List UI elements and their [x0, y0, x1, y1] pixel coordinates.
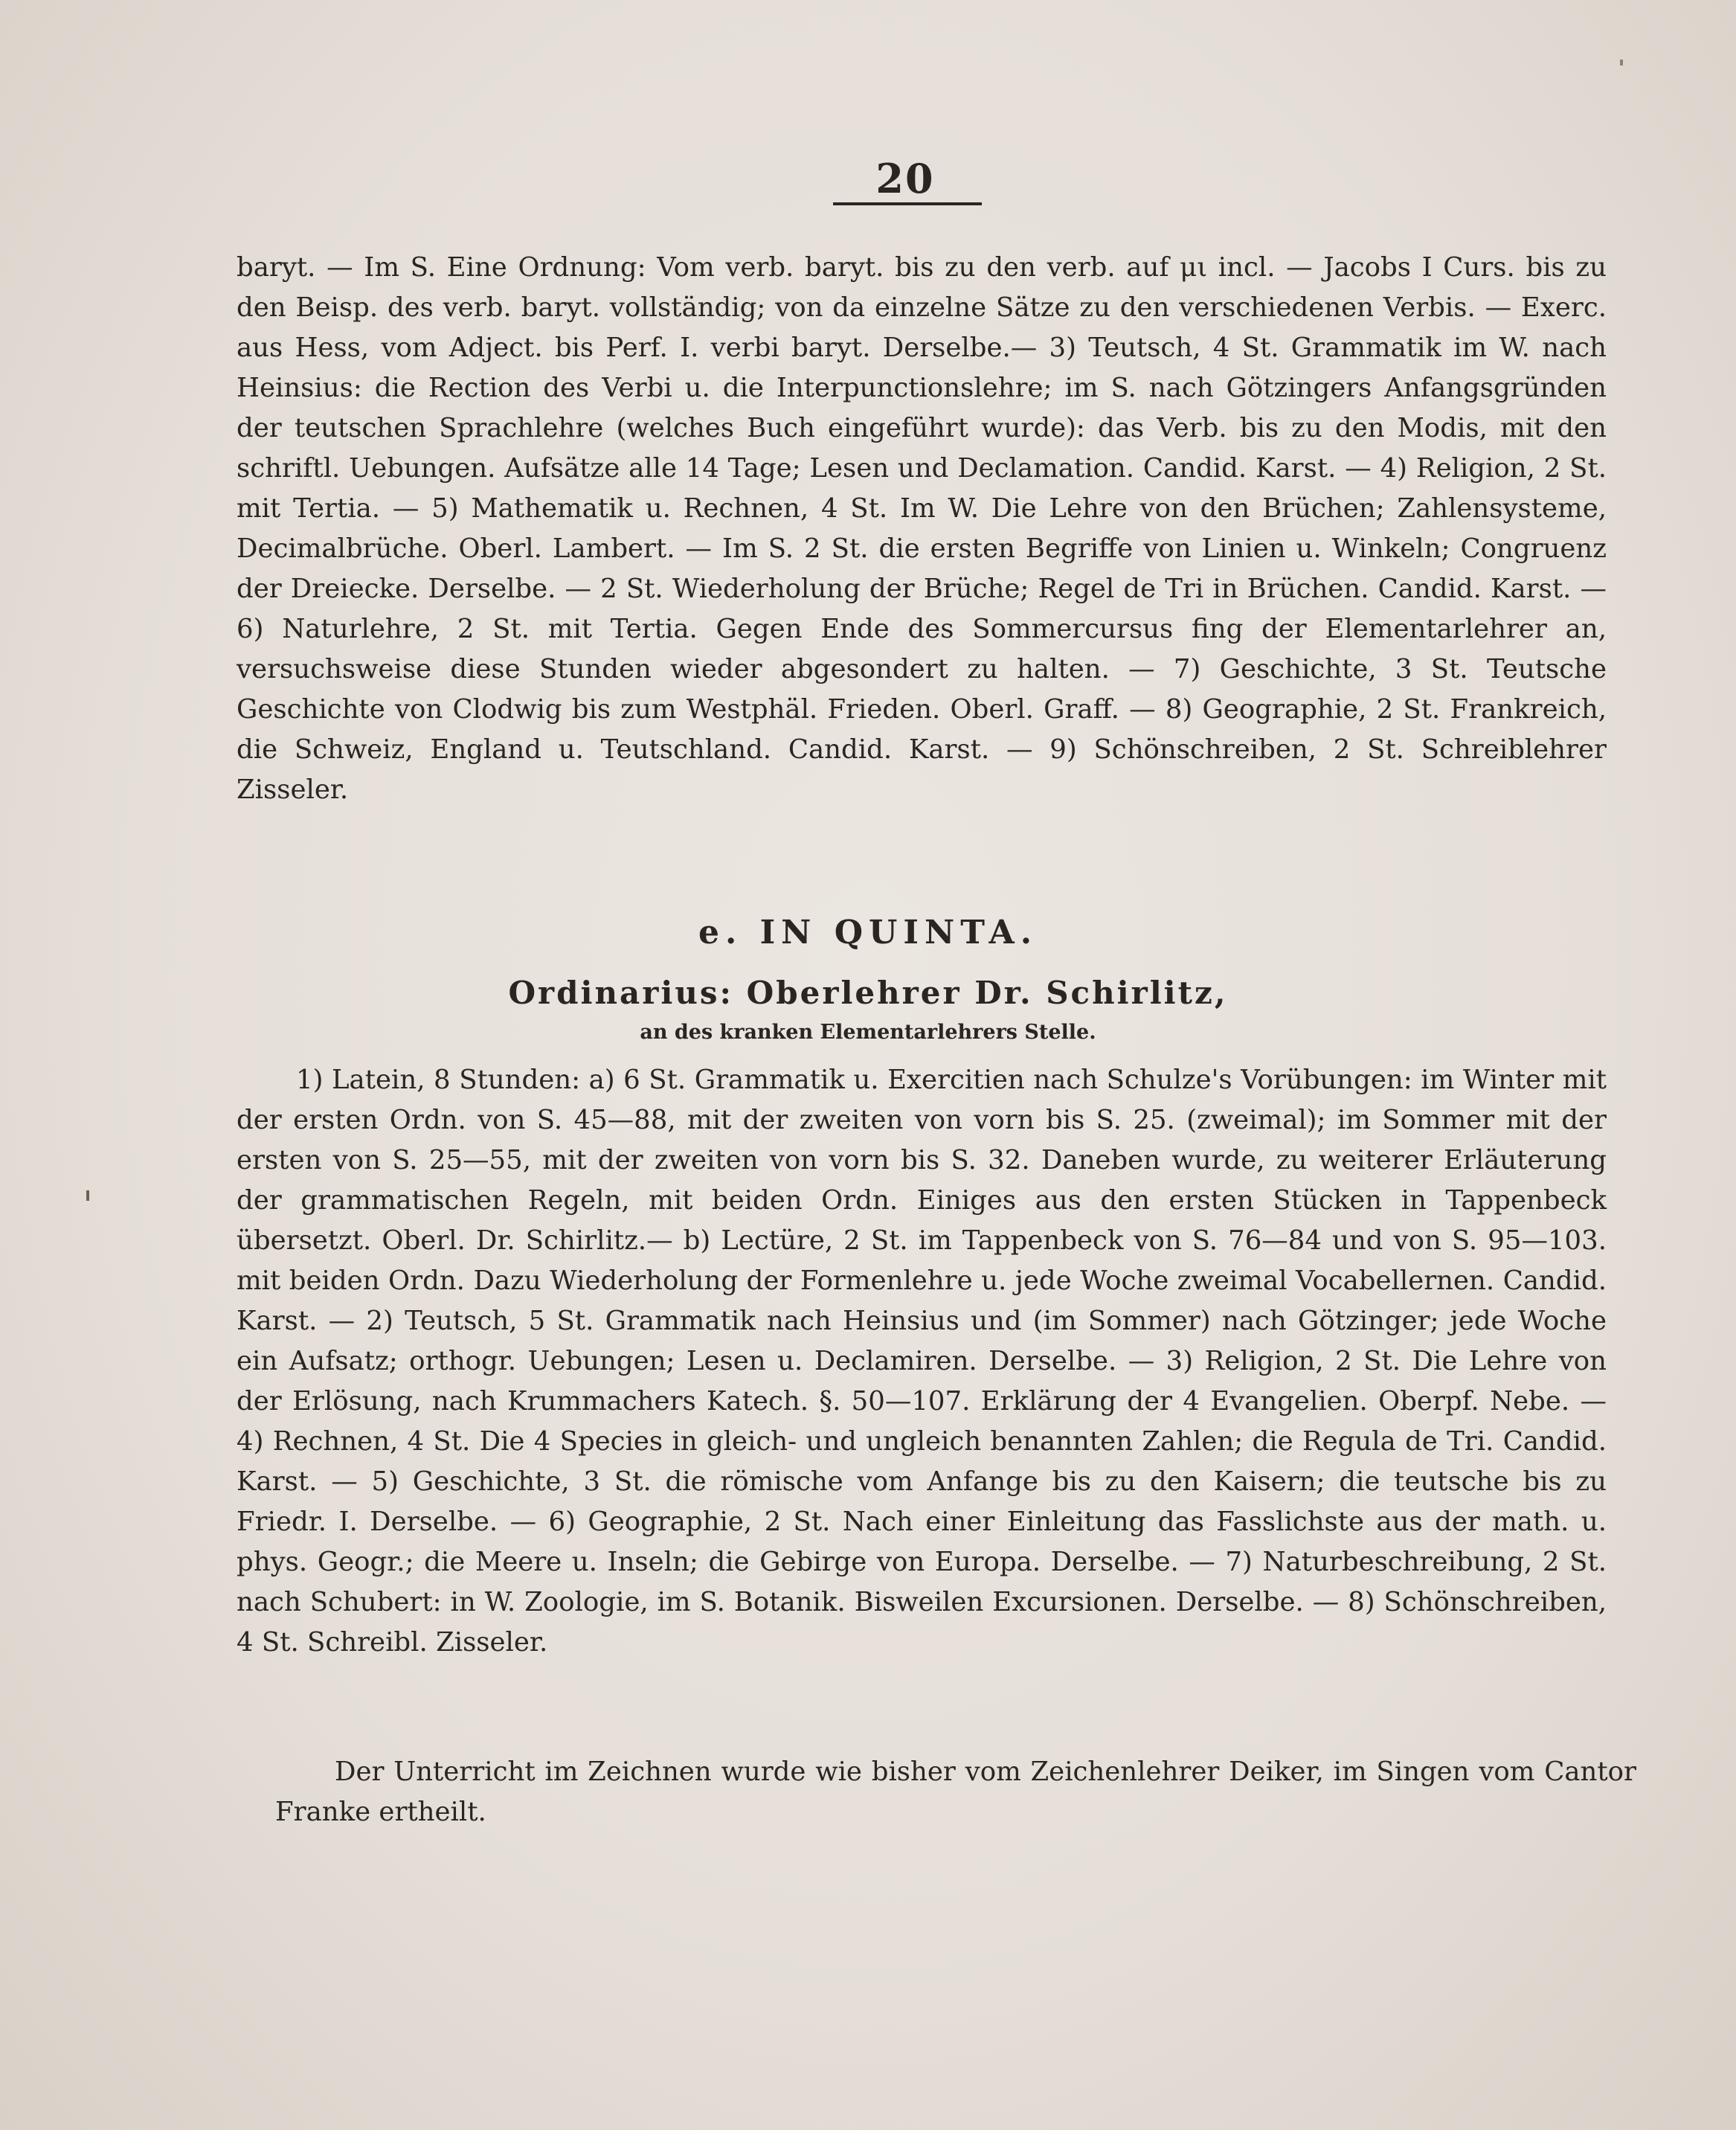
page-number-rule — [833, 202, 982, 205]
paragraph-tertia-end: baryt. — Im S. Eine Ordnung: Vom verb. baryt. bis zu den verb. auf μι incl. — Jacobs I Curs. bis zu den Beisp. des verb. baryt. vollständig; von da einzelne Sätze zu den verschiedenen Verbis. — Exerc. aus Hess, vom Adject. bis Perf. I. verbi baryt. Derselbe.— 3) Teutsch, 4 St. Grammatik im W. nach Heinsius: die Rection des Verbi u. die Interpunctionslehre; im S. nach Götzingers Anfangsgründen der teutschen Sprachlehre (welches Buch eingeführt wurde): das Verb. bis zu den Modis, mit den schriftl. Uebungen. Aufsätze alle 14 Tage; Lesen und Declamation. Candid. Karst. — 4) Religion, 2 St. mit Tertia. — 5) Mathematik u. Rechnen, 4 St. Im W. Die Lehre von den Brüchen; Zahlensysteme, Decimalbrüche. Oberl. Lambert. — Im S. 2 St. die ersten Begriffe von Linien u. Winkeln; Congruenz der Dreiecke. Derselbe. — 2 St. Wiederholung der Brüche; Regel de Tri in Brüchen. Candid. Karst. — 6) Naturlehre, 2 St. mit Tertia. Gegen Ende des Sommercursus fing der Elementarlehrer an, versuchsweise diese Stunden wieder abgesondert zu halten. — 7) Geschichte, 3 St. Teutsche Geschichte von Clodwig bis zum Westphäl. Frieden. Oberl. Graff. — 8) Geographie, 2 St. Frankreich, die Schweiz, England u. Teutschland. Candid. Karst. — 9) Schönschreiben, 2 St. Schreiblehrer Zisseler. — [237, 252, 1607, 805]
page-number: 20 — [875, 155, 935, 202]
closing-paragraph — [275, 1752, 1636, 1832]
section-heading-quinta: e. IN QUINTA. — [698, 914, 1038, 952]
paragraph-closing: Der Unterricht im Zeichnen wurde wie bisher vom Zeichenlehrer Deiker, im Singen vom Cantor Franke ertheilt. — [275, 1757, 1636, 1827]
quinta-curriculum-paragraph — [237, 1060, 1607, 1663]
paper-speck — [1620, 60, 1623, 65]
substitute-note: an des kranken Elementarlehrers Stelle. — [640, 1021, 1096, 1044]
tertia-continuation-paragraph — [237, 248, 1607, 810]
ordinarius-line: Ordinarius: Oberlehrer Dr. Schirlitz, — [508, 975, 1228, 1011]
paragraph-quinta: 1) Latein, 8 Stunden: a) 6 St. Grammatik u. Exercitien nach Schulze's Vorübungen: im Winter mit der ersten Ordn. von S. 45—88, mit der zweiten von vorn bis S. 25. (zweimal); im Sommer mit der ersten von S. 25—55, mit der zweiten von vorn bis S. 32. Daneben wurde, zu weiterer Erläuterung der grammatischen Regeln, mit beiden Ordn. Einiges aus den ersten Stücken in Tappenbeck übersetzt. Oberl. Dr. Schirlitz.— b) Lectüre, 2 St. im Tappenbeck von S. 76—84 und von S. 95—103. mit beiden Ordn. Dazu Wiederholung der Formenlehre u. jede Woche zweimal Vocabellernen. Candid. Karst. — 2) Teutsch, 5 St. Grammatik nach Heinsius und (im Sommer) nach Götzinger; jede Woche ein Aufsatz; orthogr. Uebungen; Lesen u. Declamiren. Derselbe. — 3) Religion, 2 St. Die Lehre von der Erlösung, nach Krummachers Katech. §. 50—107. Erklärung der 4 Evangelien. Oberpf. Nebe. — 4) Rechnen, 4 St. Die 4 Species in gleich- und ungleich benannten Zahlen; die Regula de Tri. Candid. Karst. — 5) Geschichte, 3 St. die römische vom Anfange bis zu den Kaisern; die teutsche bis zu Friedr. I. Derselbe. — 6) Geographie, 2 St. Nach einer Einleitung das Fasslichste aus der math. u. phys. Geogr.; die Meere u. Inseln; die Gebirge von Europa. Derselbe. — 7) Naturbeschreibung, 2 St. nach Schubert: in W. Zoologie, im S. Botanik. Bisweilen Excursionen. Derselbe. — 8) Schönschreiben, 4 St. Schreibl. Zisseler. — [237, 1065, 1607, 1658]
margin-mark — [86, 1190, 89, 1201]
